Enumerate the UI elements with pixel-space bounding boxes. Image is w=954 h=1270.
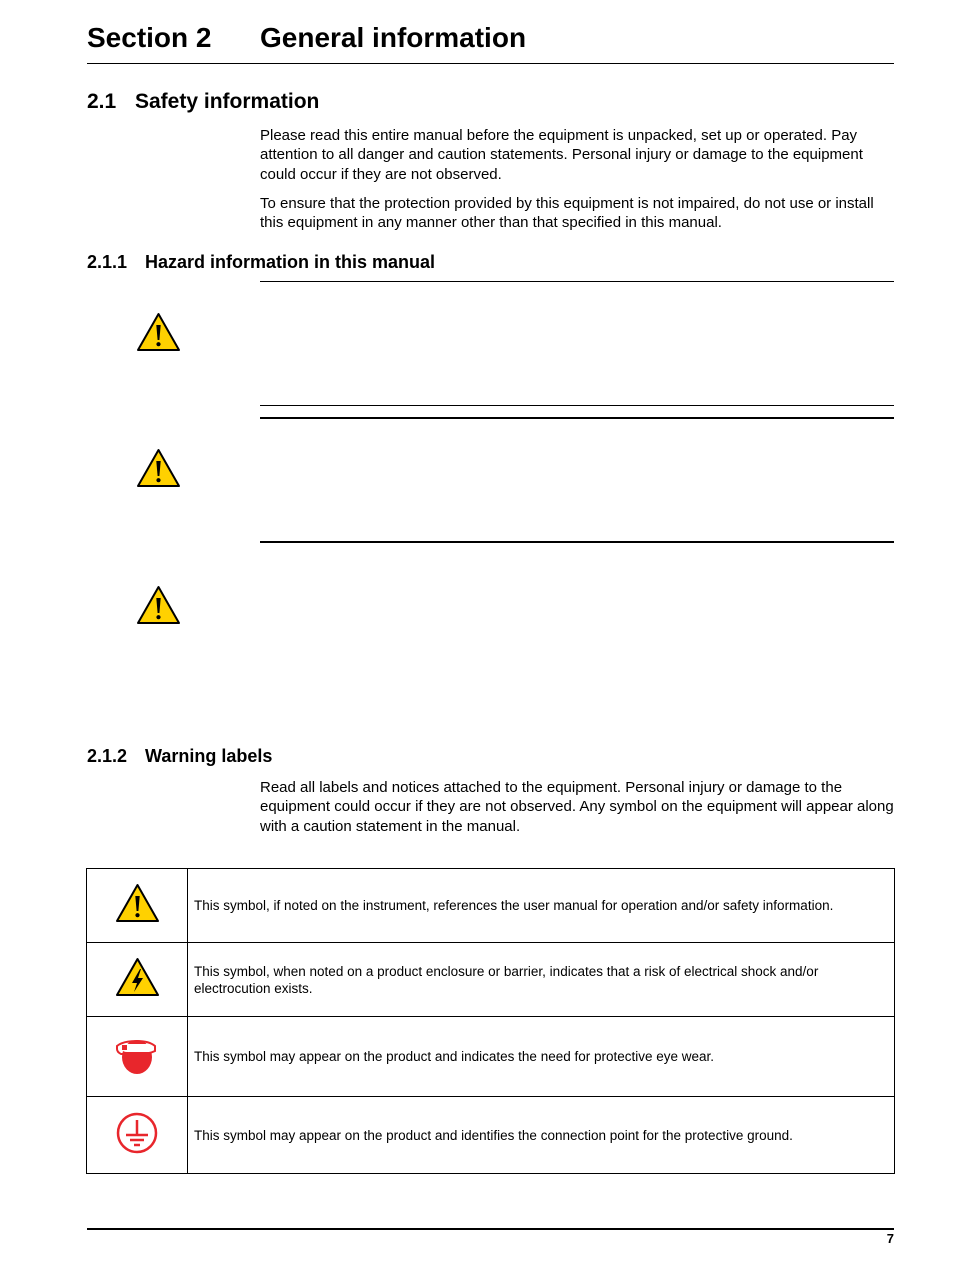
section-title: General information [260,22,527,53]
row-text: This symbol, if noted on the instrument, references the user manual for operation and/or safety information. [188,869,895,943]
icon-cell [87,869,188,943]
section-heading [87,20,526,56]
hazard-heading [87,250,435,274]
danger-warning-icon [136,312,181,352]
table-row [87,869,895,943]
safety-title: Safety information [135,90,320,113]
icon-cell [87,1017,188,1097]
warning-warning-icon [136,448,181,488]
hazard-rule-3 [260,541,894,543]
warning-labels-paragraph: Read all labels and notices attached to the equipment. Personal injury or damage to the equipment could occur if they are not observed. Any symbol on the equipment will appear along with a caution statement in the manual. [260,779,894,835]
electrical-shock-icon [115,957,160,997]
warning-labels-title: Warning labels [145,746,273,766]
row-text: This symbol, when noted on a product enclosure or barrier, indicates that a risk of electrical shock and/or electrocution exists. [188,943,895,1017]
icon-cell [87,943,188,1017]
row-text: This symbol may appear on the product and indicates the need for protective eye wear. [188,1017,895,1097]
row-text: This symbol may appear on the product and identifies the connection point for the protective ground. [188,1097,895,1174]
safety-number: 2.1 [87,90,117,113]
warning-triangle-icon [115,883,160,923]
footer-rule [87,1228,894,1230]
safety-heading [87,88,319,116]
table-row [87,1017,895,1097]
protective-ground-icon [115,1111,159,1155]
hazard-title: Hazard information in this manual [145,252,436,272]
warning-labels-number: 2.1.2 [87,746,128,766]
table-row [87,1097,895,1174]
hazard-rule-1 [260,405,894,406]
section-rule [87,63,894,64]
page-number: 7 [886,1231,894,1246]
caution-warning-icon [136,585,181,625]
eye-protection-icon [113,1032,161,1076]
hazard-rule-top [260,281,894,282]
safety-paragraph-2: To ensure that the protection provided by this equipment is not impaired, do not use or install this equipment in any manner other than that specified in this manual. [260,195,874,232]
hazard-number: 2.1.1 [87,252,128,272]
table-row [87,943,895,1017]
hazard-rule-2 [260,417,894,419]
warning-labels-heading [87,744,272,768]
safety-paragraph-1: Please read this entire manual before the equipment is unpacked, set up or operated. Pay attention to all danger and caution statements. Personal injury or damage to the equipment could occur if they are not observed. [260,127,863,183]
section-number: Section 2 [87,22,212,53]
icon-cell [87,1097,188,1174]
warning-labels-table [86,868,895,1174]
